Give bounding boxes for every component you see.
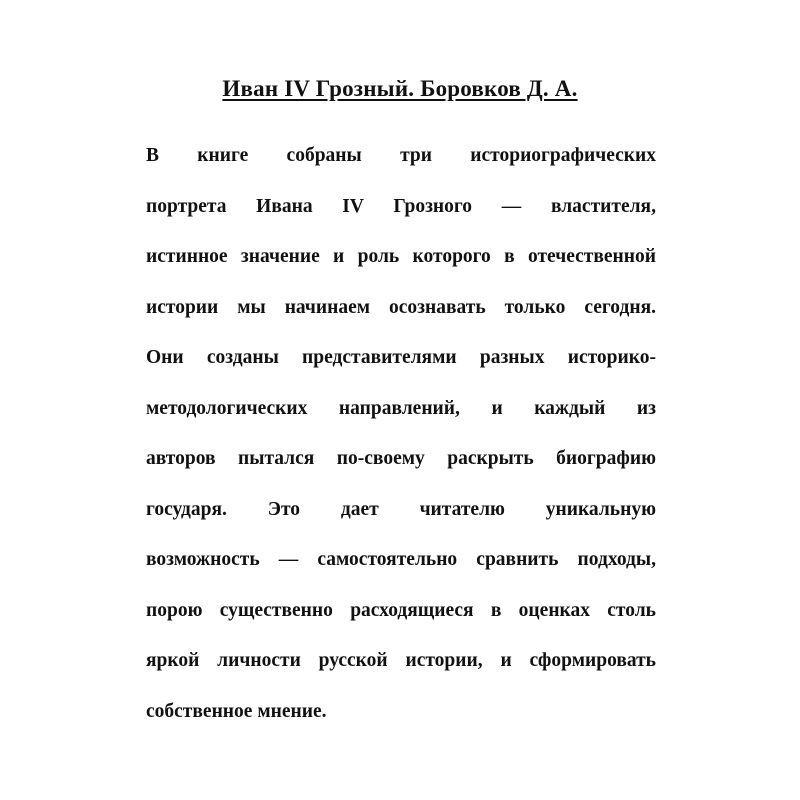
paragraph-line: истинное значение и роль которого в отечественной: [146, 246, 656, 267]
paragraph-line: авторов пытался по-своему раскрыть биографию: [146, 448, 656, 469]
paragraph-line: государя. Это дает читателю уникальную: [146, 498, 656, 520]
paragraph-line: собственное мнение.: [146, 700, 327, 722]
paragraph-line: портрета Ивана IV Грозного — властителя,: [146, 195, 656, 217]
paragraph-line: В книге собраны три историографических: [146, 145, 656, 166]
document-body: [146, 138, 656, 744]
paragraph-line: возможность — самостоятельно сравнить подходы,: [146, 549, 656, 570]
paragraph-line: истории мы начинаем осознавать только сегодня.: [146, 296, 656, 318]
paragraph-line: методологических направлений, и каждый из: [146, 397, 656, 419]
document-title: Иван IV Грозный. Боровков Д. А.: [222, 76, 578, 101]
paragraph-line: порою существенно расходящиеся в оценках столь: [146, 599, 656, 621]
paragraph-line: яркой личности русской истории, и сформировать: [146, 650, 656, 671]
paragraph-line: Они созданы представителями разных историко-: [146, 347, 656, 368]
